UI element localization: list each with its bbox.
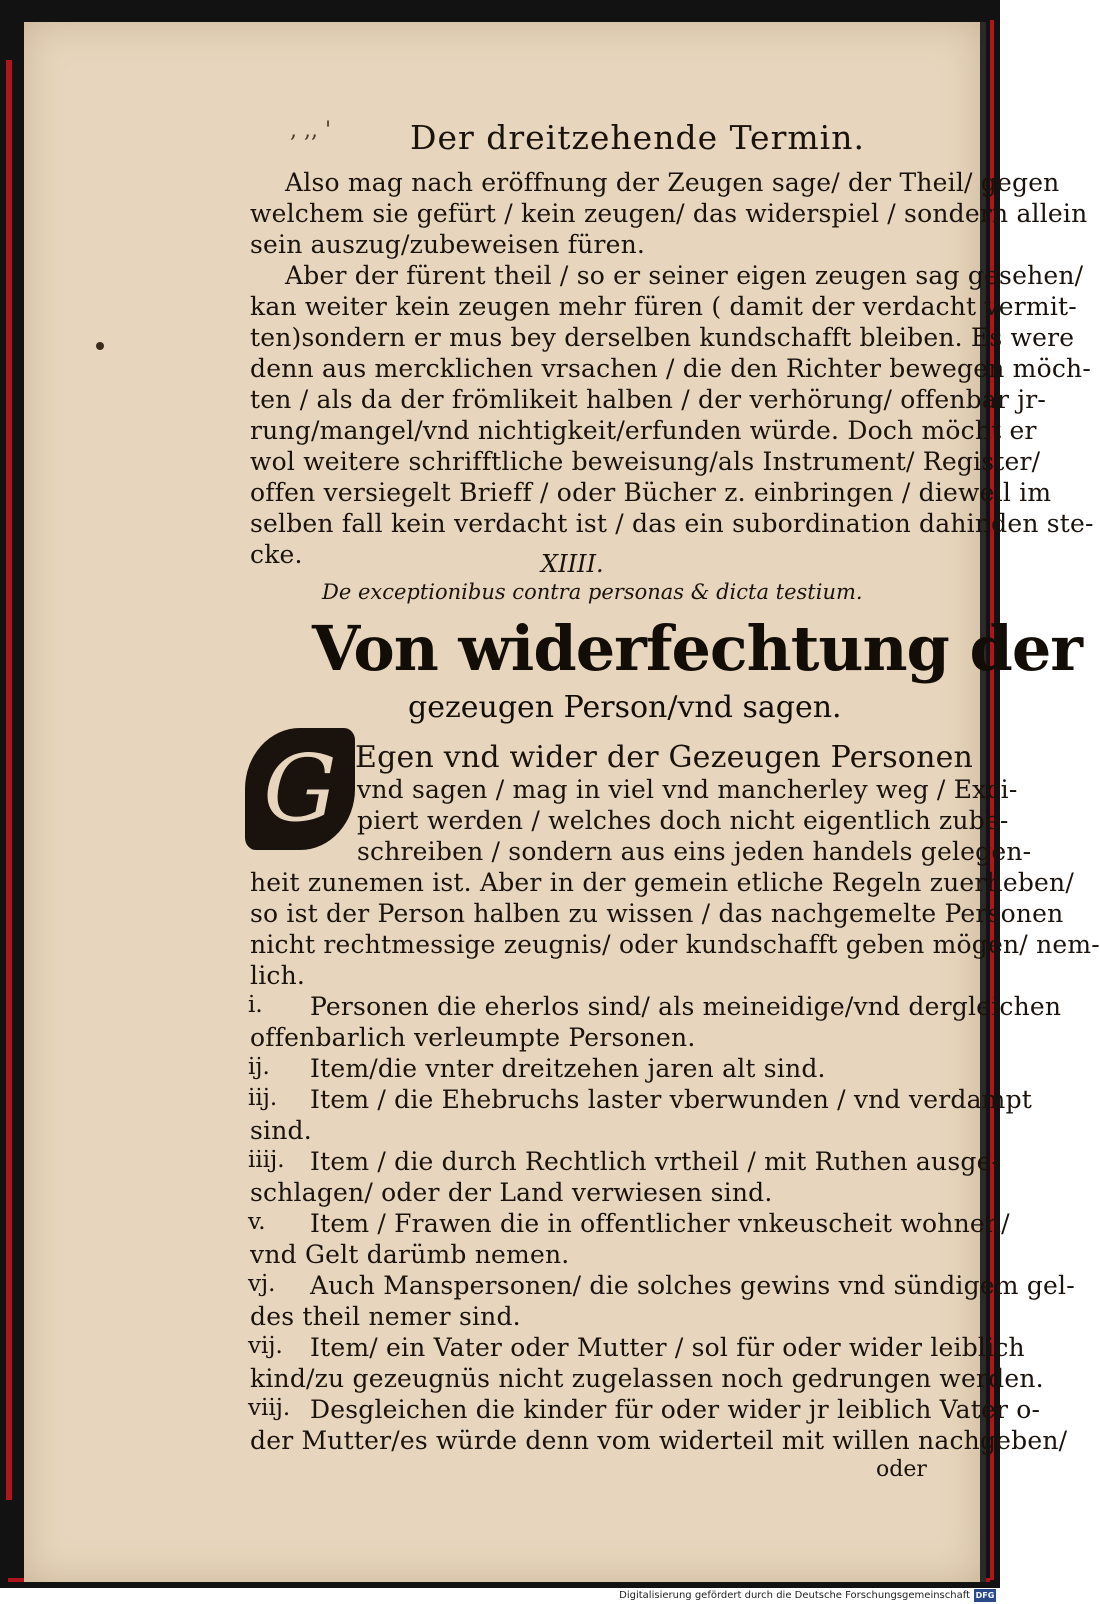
catchword: oder xyxy=(876,1457,927,1482)
running-head-marks: , ,, ' xyxy=(290,118,332,143)
footer-credit: Digitalisierung gefördert durch die Deutsche Forschungsgemeinschaft xyxy=(619,1590,970,1601)
item-number: vij. xyxy=(248,1333,283,1359)
text-line: so ist der Person halben zu wissen / das nachgemelte Personen xyxy=(250,899,1064,928)
text-line: offen versiegelt Brieff / oder Bücher z. einbringen / dieweil im xyxy=(250,478,1052,507)
text-line: vnd sagen / mag in viel vnd mancherley weg / Exci- xyxy=(357,775,1018,804)
item-line: Item / die durch Rechtlich vrtheil / mit Ruthen ausge- xyxy=(310,1147,1001,1176)
text-line: cke. xyxy=(250,540,303,569)
item-number: ij. xyxy=(248,1054,270,1080)
item-number: vj. xyxy=(248,1271,276,1297)
text-line: lich. xyxy=(250,961,306,990)
item-line: offenbarlich verleumpte Personen. xyxy=(250,1023,696,1052)
item-line: Item / Frawen die in offentlicher vnkeuscheit wohnen/ xyxy=(310,1209,1010,1238)
item-line: der Mutter/es würde denn vom widerteil mit willen nachgeben/ xyxy=(250,1426,1068,1455)
text-line: kan weiter kein zeugen mehr füren ( damit der verdacht vermit- xyxy=(250,292,1077,321)
text-line: sein auszug/zubeweisen füren. xyxy=(250,230,646,259)
text-line: nicht rechtmessige zeugnis/ oder kundschafft geben mögen/ nem- xyxy=(250,930,1100,959)
item-number: iij. xyxy=(248,1085,278,1111)
item-line: kind/zu gezeugnüs nicht zugelassen noch gedrungen werden. xyxy=(250,1364,1044,1393)
page-edge-left xyxy=(6,60,12,1500)
text-line: denn aus mercklichen vrsachen / die den Richter bewegen möch- xyxy=(250,354,1091,383)
dfg-logo[interactable]: DFG xyxy=(975,1591,995,1600)
item-number: i. xyxy=(248,992,263,1018)
text-line: heit zunemen ist. Aber in der gemein etliche Regeln zuerheben/ xyxy=(250,868,1074,897)
item-line: Personen die eherlos sind/ als meineidige/vnd dergleichen xyxy=(310,992,1062,1021)
item-line: des theil nemer sind. xyxy=(250,1302,521,1331)
text-line: ten)sondern er mus bey derselben kundschafft bleiben. Es were xyxy=(250,323,1075,352)
section-subtitle: gezeugen Person/vnd sagen. xyxy=(408,690,842,725)
text-line: Also mag nach eröffnung der Zeugen sage/ der Theil/ gegen xyxy=(285,168,1060,197)
text-line: schreiben / sondern aus eins jeden handels gelegen- xyxy=(357,837,1032,866)
item-line: sind. xyxy=(250,1116,312,1145)
decorated-initial: G xyxy=(245,728,355,850)
text-line: Egen vnd wider der Gezeugen Personen xyxy=(355,740,974,775)
item-number: v. xyxy=(248,1209,266,1235)
text-line: rung/mangel/vnd nichtigkeit/erfunden würde. Doch möcht er xyxy=(250,416,1037,445)
item-line: Item/ ein Vater oder Mutter / sol für oder wider leiblich xyxy=(310,1333,1025,1362)
item-line: schlagen/ oder der Land verwiesen sind. xyxy=(250,1178,773,1207)
item-line: Item/die vnter dreitzehen jaren alt sind. xyxy=(310,1054,826,1083)
text-line: wol weitere schrifftliche beweisung/als Instrument/ Register/ xyxy=(250,447,1041,476)
text-line: selben fall kein verdacht ist / das ein subordination dahinden ste- xyxy=(250,509,1094,538)
ink-dot xyxy=(96,342,104,350)
text-line: ten / als da der frömlikeit halben / der verhörung/ offenbar jr- xyxy=(250,385,1047,414)
item-number: iiij. xyxy=(248,1147,285,1173)
item-line: Desgleichen die kinder für oder wider jr leiblich Vater o- xyxy=(310,1395,1041,1424)
text-line: welchem sie gefürt / kein zeugen/ das widerspiel / sondern allein xyxy=(250,199,1088,228)
item-number: viij. xyxy=(248,1395,291,1421)
item-line: vnd Gelt darümb nemen. xyxy=(250,1240,570,1269)
text-line: piert werden / welches doch nicht eigentlich zube- xyxy=(357,806,1009,835)
section-title: Von widerfechtung der xyxy=(312,612,1082,685)
text-line: Aber der fürent theil / so er seiner eigen zeugen sag gesehen/ xyxy=(285,261,1084,290)
section-number: XIIII. xyxy=(541,550,604,578)
running-head: Der dreitzehende Termin. xyxy=(410,118,865,157)
item-line: Auch Manspersonen/ die solches gewins vnd sündigem gel- xyxy=(310,1271,1075,1300)
section-latin-title: De exceptionibus contra personas & dicta testium. xyxy=(322,580,863,604)
item-line: Item / die Ehebruchs laster vberwunden / vnd verdampt xyxy=(310,1085,1033,1114)
